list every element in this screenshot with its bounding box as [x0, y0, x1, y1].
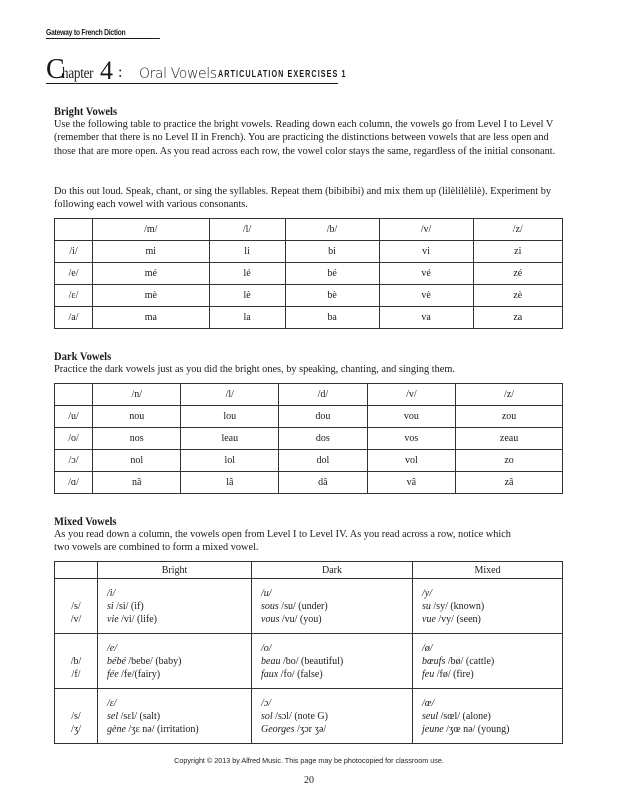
header-cell: /v/	[367, 384, 455, 406]
header-cell: /n/	[93, 384, 181, 406]
header-cell	[55, 384, 93, 406]
chapter-word: hapter	[62, 65, 94, 82]
table-cell: leau	[181, 428, 279, 450]
example-word: seul	[422, 710, 439, 722]
table-cell: zo	[456, 450, 563, 472]
consonant: /b/	[70, 655, 82, 667]
table-cell: vâ	[367, 472, 455, 494]
example-gloss: /fø/ (fire)	[434, 668, 474, 680]
table-cell: mè	[93, 285, 210, 307]
table-cell: bé	[285, 263, 379, 285]
table-cell: dol	[279, 450, 367, 472]
bright-cell	[98, 634, 252, 689]
mixed-vowels-table	[54, 561, 563, 744]
row-header: /u/	[55, 406, 93, 428]
vowel-symbol: /œ/	[422, 697, 435, 709]
table-cell: vol	[367, 450, 455, 472]
example-word: faux	[261, 668, 279, 680]
table-cell: vé	[379, 263, 473, 285]
vowel-symbol: /o/	[261, 642, 272, 654]
table-cell: nol	[93, 450, 181, 472]
vowel-symbol: /ɔ/	[261, 697, 271, 709]
example-gloss: /vi/ (life)	[118, 613, 157, 625]
header-cell: /v/	[379, 219, 473, 241]
table-cell: nou	[93, 406, 181, 428]
example-gloss: /sœl/ (alone)	[438, 710, 491, 722]
bright-cell	[98, 579, 252, 634]
table-cell: nos	[93, 428, 181, 450]
bright-vowels-intro: Use the following table to practice the bright vowels. Reading down each column, the vowels go from Level I to Level V (remember that there is no Level II in French). You are practicing the distinctions between vowels that are less open and those that are more open. As you read across each row, the vowel color stays the same, regardless of the initial consonant.	[54, 119, 556, 157]
dark-cell	[252, 634, 413, 689]
example-word: feu	[422, 668, 435, 680]
chapter-number: 4	[100, 56, 113, 85]
table-cell: dos	[279, 428, 367, 450]
example-word: su	[422, 600, 431, 612]
table-cell: dou	[279, 406, 367, 428]
example-word: bébé	[107, 655, 126, 667]
table-cell: mi	[93, 241, 210, 263]
table-cell: lè	[209, 285, 285, 307]
table-cell: lol	[181, 450, 279, 472]
table-row	[55, 450, 563, 472]
page-number: 20	[304, 775, 314, 786]
table-row	[55, 241, 563, 263]
example-word: gène	[107, 723, 126, 735]
vowel-symbol: /ɛ/	[107, 697, 117, 709]
dark-cell	[252, 689, 413, 744]
row-header: /e/	[55, 263, 93, 285]
table-cell: lou	[181, 406, 279, 428]
example-gloss: /bo/ (beautiful)	[280, 655, 344, 667]
mixed-cell	[413, 634, 563, 689]
header-cell: /l/	[209, 219, 285, 241]
table-row	[55, 307, 563, 329]
row-header: /i/	[55, 241, 93, 263]
row-header: /ɛ/	[55, 285, 93, 307]
header-cell: Bright	[98, 562, 252, 579]
example-word: beau	[261, 655, 281, 667]
example-word: si	[107, 600, 114, 612]
chapter-colon: :	[118, 64, 123, 81]
chapter-initial: C	[46, 54, 65, 85]
table-cell: dâ	[279, 472, 367, 494]
bright-cell	[98, 689, 252, 744]
example-word: vue	[422, 613, 436, 625]
table-cell: zâ	[456, 472, 563, 494]
example-gloss: /sɛl/ (salt)	[118, 710, 161, 722]
example-gloss: /fe/(fairy)	[118, 668, 161, 680]
table-row	[55, 689, 563, 744]
header-cell: Mixed	[413, 562, 563, 579]
example-gloss: /sy/ (known)	[430, 600, 485, 612]
table-cell: za	[473, 307, 562, 329]
header-cell: /z/	[456, 384, 563, 406]
consonant: /s/	[71, 710, 81, 722]
row-header: /a/	[55, 307, 93, 329]
table-cell: bè	[285, 285, 379, 307]
bright-vowels-heading: Bright Vowels	[54, 104, 118, 118]
example-gloss: /su/ (under)	[278, 600, 328, 612]
header-cell: /b/	[285, 219, 379, 241]
table-cell: vou	[367, 406, 455, 428]
table-row	[55, 285, 563, 307]
table-cell: zi	[473, 241, 562, 263]
example-word: fée	[107, 668, 119, 680]
table-cell: vi	[379, 241, 473, 263]
table-cell: mé	[93, 263, 210, 285]
table-header-row	[55, 562, 563, 579]
example-word: sol	[261, 710, 273, 722]
consonant: /ʒ/	[71, 723, 81, 735]
table-row	[55, 634, 563, 689]
header-cell: /z/	[473, 219, 562, 241]
row-header: /ɑ/	[55, 472, 93, 494]
header-cell: Dark	[252, 562, 413, 579]
table-cell: vè	[379, 285, 473, 307]
table-cell: la	[209, 307, 285, 329]
example-gloss: /vu/ (you)	[279, 613, 322, 625]
dark-vowels-heading: Dark Vowels	[54, 349, 112, 363]
example-word: sous	[261, 600, 279, 612]
vowel-symbol: /ø/	[422, 642, 433, 654]
table-cell: ba	[285, 307, 379, 329]
vowel-symbol: /u/	[261, 587, 272, 599]
running-head: Gateway to French Diction	[46, 28, 160, 39]
table-cell: li	[209, 241, 285, 263]
mixed-vowels-intro: As you read down a column, the vowels open from Level I to Level IV. As you read across a row, notice which two vowels are combined to form a mixed vowel.	[54, 529, 511, 554]
header-cell	[55, 562, 98, 579]
example-word: vie	[107, 613, 119, 625]
example-gloss: /si/ (if)	[113, 600, 144, 612]
table-cell: vos	[367, 428, 455, 450]
table-row	[55, 579, 563, 634]
vowel-symbol: /e/	[107, 642, 117, 654]
example-gloss: /ʒœ nə/ (young)	[443, 723, 510, 735]
table-cell: nâ	[93, 472, 181, 494]
table-row	[55, 428, 563, 450]
example-word: bœufs	[422, 655, 446, 667]
dark-cell	[252, 579, 413, 634]
example-word: jeune	[422, 723, 444, 735]
table-cell: lé	[209, 263, 285, 285]
chapter-title: Oral Vowels	[139, 66, 217, 82]
table-cell: lâ	[181, 472, 279, 494]
table-header-row	[55, 219, 563, 241]
example-gloss: /vy/ (seen)	[435, 613, 481, 625]
mixed-vowels-heading: Mixed Vowels	[54, 514, 117, 528]
example-gloss: /fo/ (false)	[278, 668, 323, 680]
header-cell: /d/	[279, 384, 367, 406]
table-row	[55, 472, 563, 494]
example-gloss: /ʒɔr ʒə/	[294, 723, 327, 735]
example-gloss: /ʒɛ nə/ (irritation)	[125, 723, 199, 735]
bright-vowels-table	[54, 218, 563, 329]
table-header-row	[55, 384, 563, 406]
consonant: /s/	[71, 600, 81, 612]
table-cell: zou	[456, 406, 563, 428]
section-label: ARTICULATION EXERCISES 1	[218, 69, 347, 80]
header-cell: /l/	[181, 384, 279, 406]
table-cell: zé	[473, 263, 562, 285]
copyright-notice: Copyright © 2013 by Alfred Music. This page may be photocopied for classroom use.	[174, 756, 444, 765]
chapter-title-bar	[46, 54, 347, 85]
consonant-cell	[55, 689, 98, 744]
example-gloss: /bø/ (cattle)	[445, 655, 495, 667]
vowel-symbol: /y/	[422, 587, 432, 599]
row-header: /ɔ/	[55, 450, 93, 472]
bright-vowels-instructions: Do this out loud. Speak, chant, or sing the syllables. Repeat them (bibibibi) and mix them up (lilèlilèlilè). Experiment by following each vowel with various consonants.	[54, 186, 552, 211]
example-word: vous	[261, 613, 280, 625]
consonant: /v/	[70, 613, 82, 625]
example-word: sel	[107, 710, 119, 722]
consonant: /f/	[71, 668, 81, 680]
mixed-cell	[413, 579, 563, 634]
table-cell: va	[379, 307, 473, 329]
consonant-cell	[55, 634, 98, 689]
header-cell: /m/	[93, 219, 210, 241]
example-gloss: /sɔl/ (note G)	[272, 710, 328, 722]
consonant-cell	[55, 579, 98, 634]
header-cell	[55, 219, 93, 241]
table-cell: bi	[285, 241, 379, 263]
row-header: /o/	[55, 428, 93, 450]
dark-vowels-intro: Practice the dark vowels just as you did the bright ones, by speaking, chanting, and singing them.	[54, 364, 455, 375]
mixed-cell	[413, 689, 563, 744]
table-cell: ma	[93, 307, 210, 329]
example-gloss: /bebe/ (baby)	[125, 655, 182, 667]
table-cell: zeau	[456, 428, 563, 450]
example-word: Georges	[261, 723, 295, 735]
table-cell: zè	[473, 285, 562, 307]
table-row	[55, 263, 563, 285]
dark-vowels-table	[54, 383, 563, 494]
vowel-symbol: /i/	[107, 587, 116, 599]
table-row	[55, 406, 563, 428]
